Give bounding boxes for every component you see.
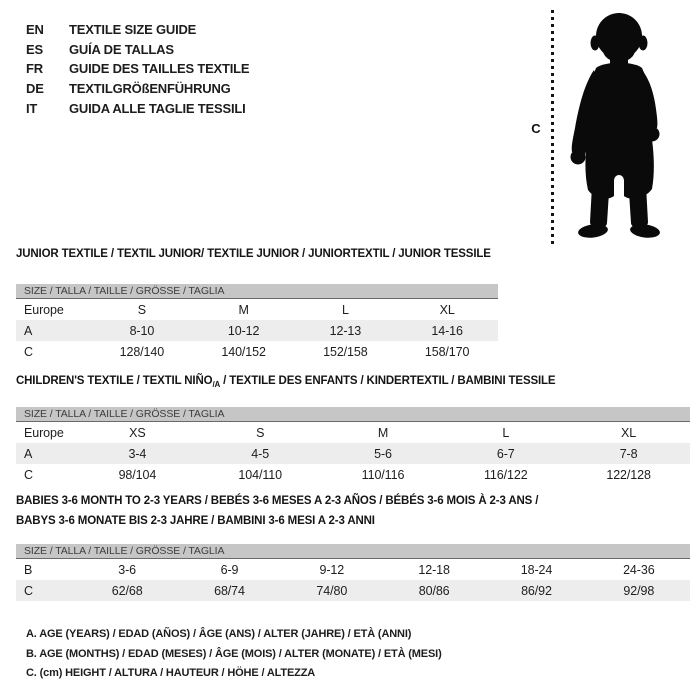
size-cell: 152/158: [323, 344, 368, 359]
guide-title: GUIDA ALLE TAGLIE TESSILI: [69, 100, 246, 116]
section-title-babies-line2: BABYS 3-6 MONATE BIS 2-3 JAHRE / BAMBINI 3-6 MESI A 2-3 ANNI: [16, 515, 375, 527]
language-row: [26, 98, 249, 118]
babies-size-table: [16, 559, 690, 601]
language-row: [26, 59, 249, 79]
size-cell: 140/152: [221, 344, 266, 359]
size-cell: 10-12: [227, 323, 260, 338]
guide-title: GUIDE DES TAILLES TEXTILE: [69, 61, 250, 77]
size-cell: 110/116: [361, 467, 405, 482]
size-cell: XL: [621, 425, 637, 440]
table-row: [16, 443, 690, 464]
size-header-bar: SIZE / TALLA / TAILLE / GRÖSSE / TAGLIA: [16, 284, 498, 299]
size-cell: 8-10: [129, 323, 155, 338]
table-row: [16, 580, 690, 601]
row-label: C: [24, 467, 33, 482]
language-row: [26, 40, 249, 60]
row-label: Europe: [24, 425, 64, 440]
language-code: FR: [26, 61, 43, 77]
table-row: [16, 422, 690, 443]
section-title-children: [16, 375, 555, 387]
size-cell: 3-6: [118, 562, 137, 577]
size-cell: XS: [129, 425, 146, 440]
toddler-silhouette-icon: [564, 10, 676, 244]
size-cell: 14-16: [431, 323, 463, 338]
language-code: DE: [26, 81, 44, 97]
height-measure-dashed-line: [551, 10, 554, 248]
size-cell: 62/68: [111, 583, 143, 598]
note-a: A. AGE (YEARS) / EDAD (AÑOS) / ÂGE (ANS) / ALTER (JAHRE) / ETÀ (ANNI): [26, 627, 412, 640]
size-cell: 74/80: [316, 583, 348, 598]
size-cell: 128/140: [119, 344, 165, 359]
section-title-children-subscript: /A: [212, 380, 221, 389]
row-label: A: [24, 446, 33, 461]
guide-title: GUÍA DE TALLAS: [69, 41, 174, 57]
size-cell: 7-8: [619, 446, 638, 461]
section-title-children-prefix: CHILDREN'S TEXTILE / TEXTIL NIÑO: [16, 375, 213, 387]
size-header-bar: SIZE / TALLA / TAILLE / GRÖSSE / TAGLIA: [16, 544, 690, 559]
babies-table-block: [16, 544, 690, 601]
note-c: C. (cm) HEIGHT / ALTURA / HAUTEUR / HÖHE / ALTEZZA: [26, 667, 316, 680]
size-cell: M: [377, 425, 389, 440]
size-cell: 4-5: [251, 446, 270, 461]
children-table-block: [16, 407, 690, 485]
size-cell: 158/170: [424, 344, 470, 359]
size-cell: 86/92: [521, 583, 552, 598]
table-row: [16, 559, 690, 580]
height-measure-label: C: [531, 121, 541, 136]
size-cell: 92/98: [623, 583, 655, 598]
table-row: [16, 320, 498, 341]
row-label: A: [24, 323, 33, 338]
size-cell: 80/86: [418, 583, 450, 598]
size-cell: S: [256, 425, 265, 440]
language-row: [26, 79, 249, 99]
row-label: B: [24, 562, 33, 577]
size-cell: 5-6: [374, 446, 392, 461]
size-cell: 116/122: [484, 467, 528, 482]
size-cell: 98/104: [118, 467, 157, 482]
table-row: [16, 341, 498, 362]
size-cell: 122/128: [606, 467, 651, 482]
size-cell: L: [502, 425, 510, 440]
section-title-children-suffix: / TEXTILE DES ENFANTS / KINDERTEXTIL / BAMBINI TESSILE: [220, 375, 556, 387]
size-header-bar: SIZE / TALLA / TAILLE / GRÖSSE / TAGLIA: [16, 407, 690, 422]
size-cell: M: [238, 302, 249, 317]
language-title-list: [26, 20, 249, 118]
junior-table-block: [16, 284, 498, 362]
guide-title: TEXTILE SIZE GUIDE: [69, 22, 197, 38]
junior-size-table: [16, 299, 498, 362]
size-cell: 12-18: [418, 562, 450, 577]
size-cell: 68/74: [214, 583, 245, 598]
size-cell: 24-36: [623, 562, 655, 577]
size-cell: XL: [439, 302, 455, 317]
row-label: Europe: [24, 302, 64, 317]
size-cell: 12-13: [329, 323, 362, 338]
section-title-babies-line1: BABIES 3-6 MONTH TO 2-3 YEARS / BEBÉS 3-6 MESES A 2-3 AÑOS / BÉBÉS 3-6 MOIS À 2-3 ANS /: [16, 495, 539, 507]
size-cell: 6-9: [220, 562, 239, 577]
note-b: B. AGE (MONTHS) / EDAD (MESES) / ÂGE (MOIS) / ALTER (MONATE) / ETÀ (MESI): [26, 647, 442, 660]
size-cell: L: [341, 302, 349, 317]
size-cell: 9-12: [319, 562, 345, 577]
legend-notes: [26, 624, 442, 683]
language-code: ES: [26, 41, 43, 57]
section-title-babies: [16, 491, 538, 531]
table-row: [16, 464, 690, 485]
section-title-junior: JUNIOR TEXTILE / TEXTIL JUNIOR/ TEXTILE JUNIOR / JUNIORTEXTIL / JUNIOR TESSILE: [16, 248, 491, 260]
size-cell: 3-4: [128, 446, 147, 461]
size-cell: 104/110: [238, 467, 282, 482]
size-cell: 6-7: [496, 446, 515, 461]
size-cell: S: [137, 302, 146, 317]
row-label: C: [24, 344, 33, 359]
language-row: [26, 20, 249, 40]
size-cell: 18-24: [520, 562, 553, 577]
table-row: [16, 299, 498, 320]
row-label: C: [24, 583, 33, 598]
language-code: EN: [26, 22, 44, 38]
children-size-table: [16, 422, 690, 485]
language-code: IT: [26, 100, 38, 116]
guide-title: TEXTILGRÖßENFÜHRUNG: [69, 81, 231, 97]
